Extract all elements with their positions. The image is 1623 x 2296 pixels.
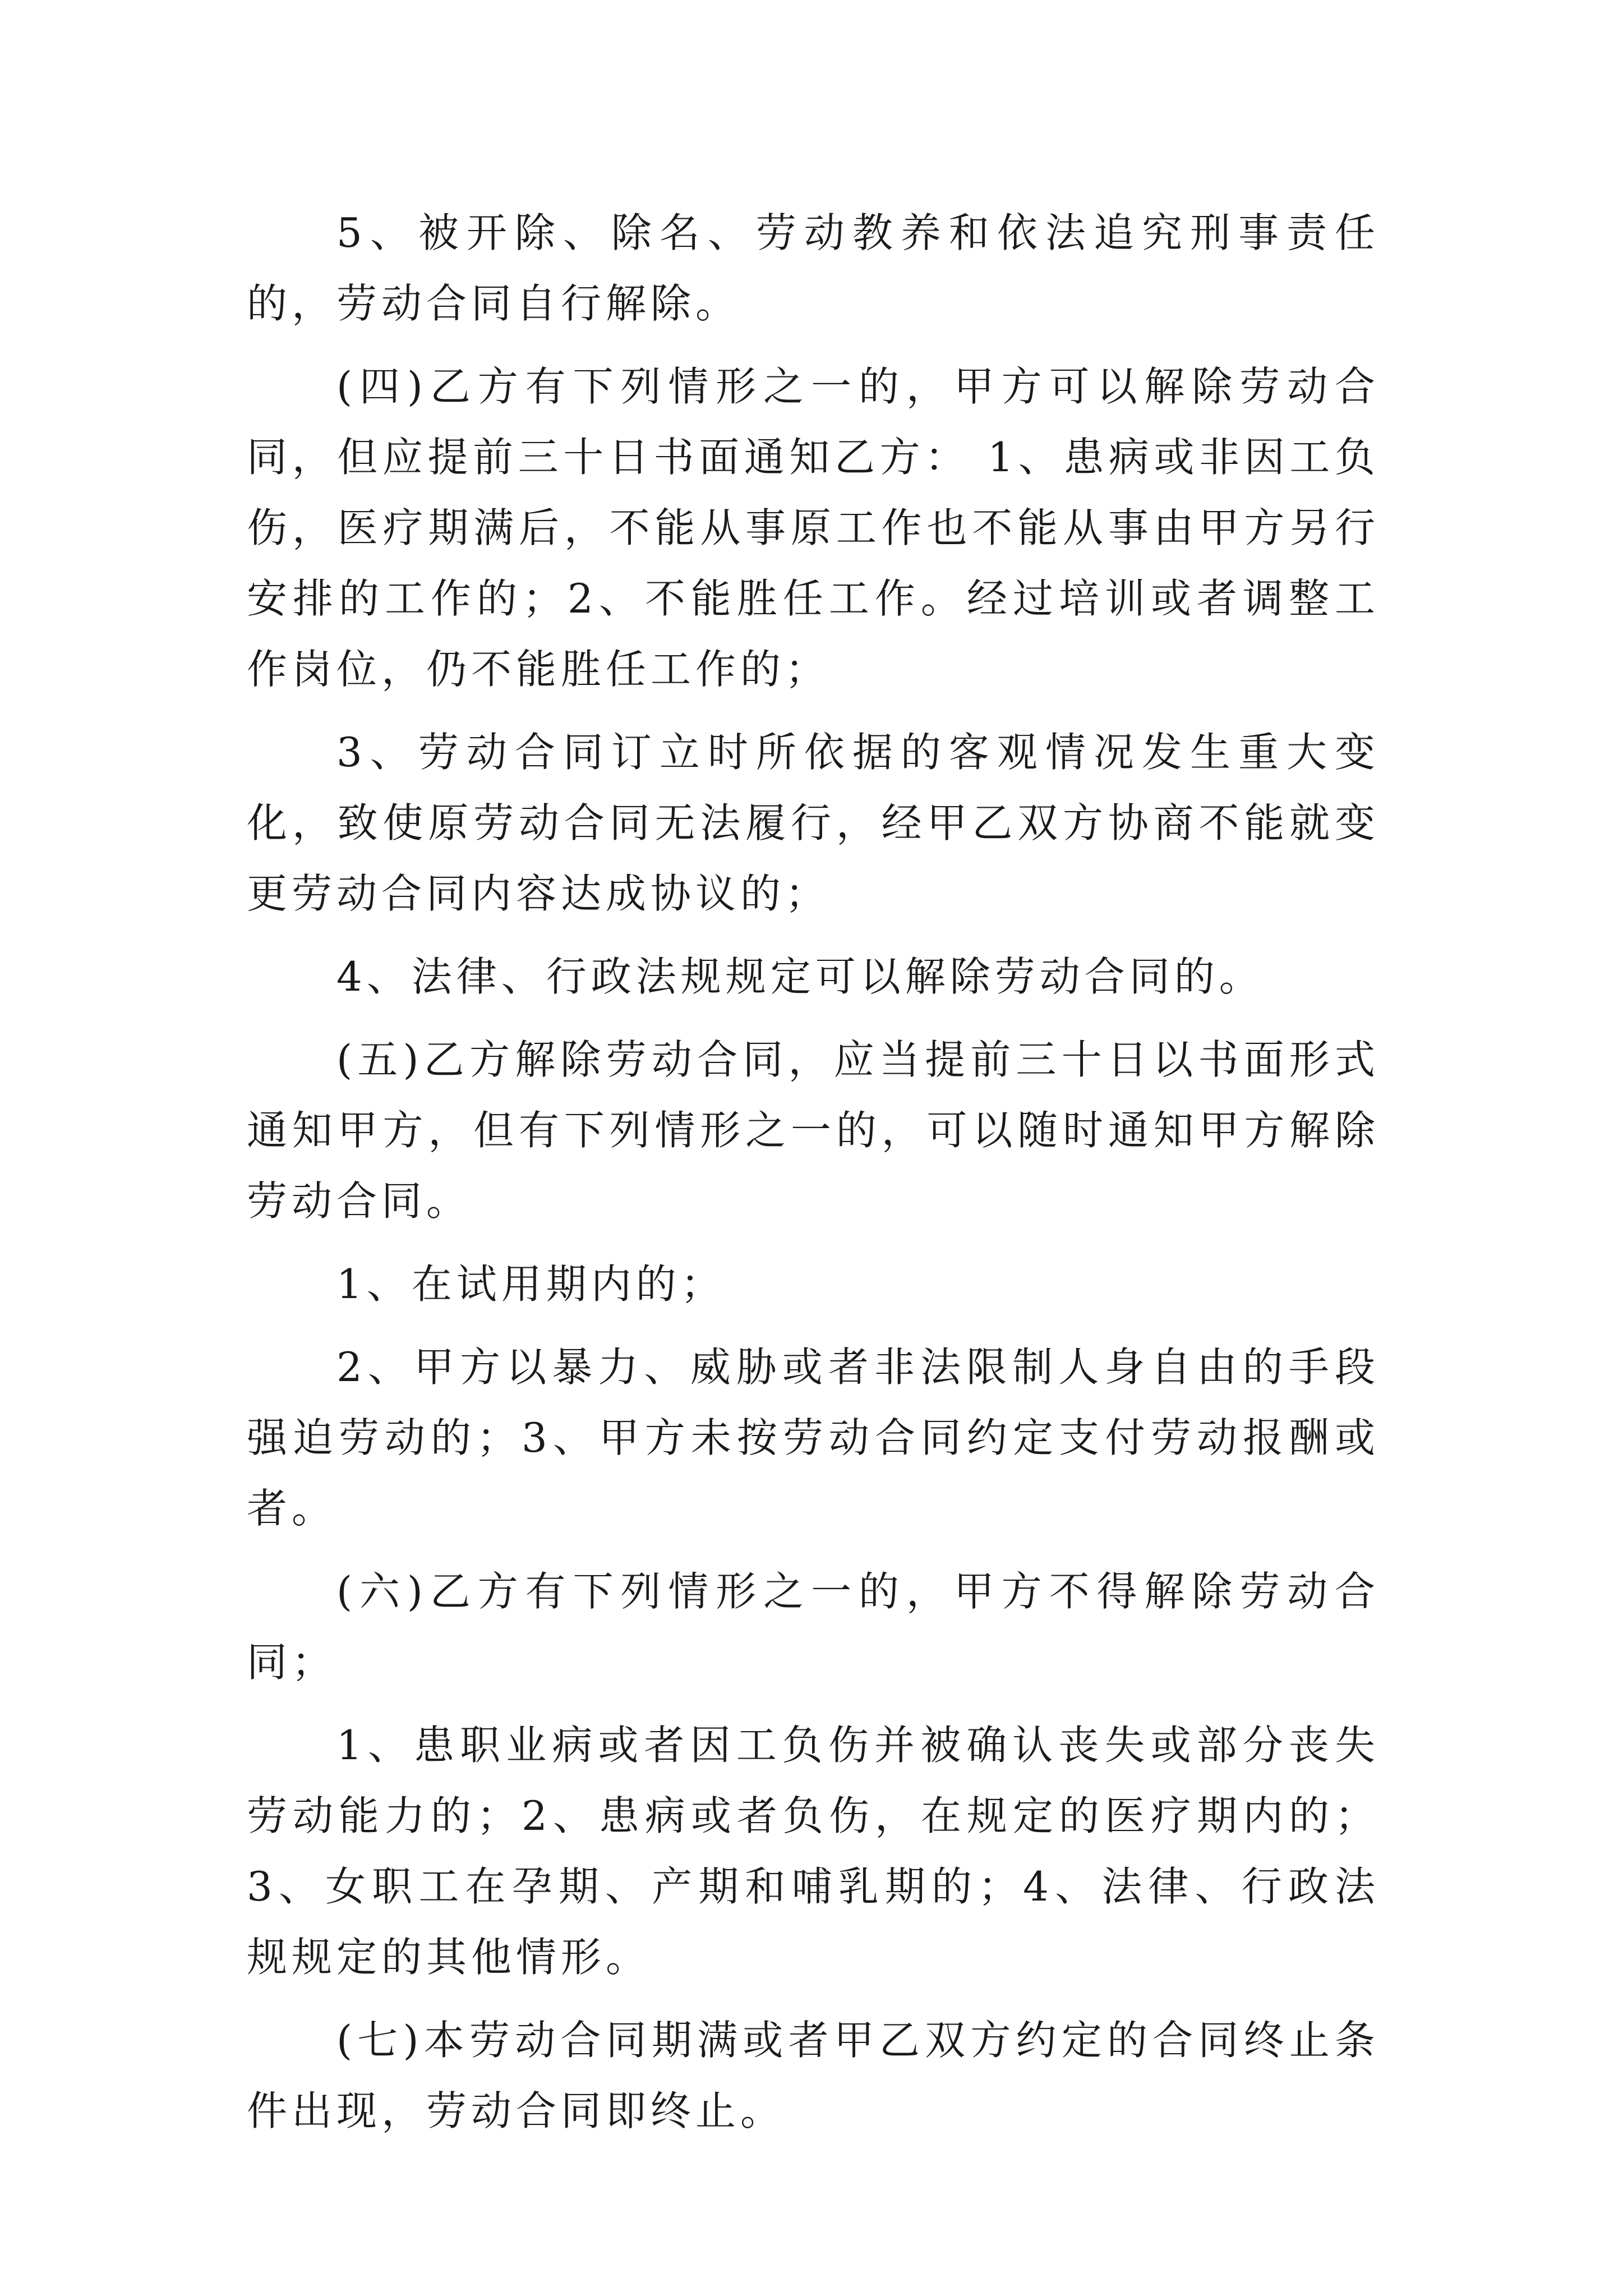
- paragraph-probation: 1、在试用期内的；: [336, 1260, 726, 1308]
- paragraph-forced-labor: 2、甲方以暴力、威胁或者非法限制人身自由的手段强迫劳动的；3、甲方未按劳动合同约定支付劳动报酬或者。: [247, 1343, 1380, 1532]
- paragraph-protected-cases: 1、患职业病或者因工负伤并被确认丧失或部分丧失劳动能力的；2、患病或者负伤，在规定的医疗期内的；3、女职工在孕期、产期和哺乳期的；4、法律、行政法规规定的其他情形。: [247, 1722, 1380, 1981]
- paragraph-clause-5: 5、被开除、除名、劳动教养和依法追究刑事责任的，劳动合同自行解除。: [247, 209, 1380, 327]
- paragraph-section-4: (四)乙方有下列情形之一的，甲方可以解除劳动合同，但应提前三十日书面通知乙方： 1、患病或非因工负伤，医疗期满后，不能从事原工作也不能从事由甲方另行安排的工作的；2、不能胜任工作。经过培训或者调整工作岗位，仍不能胜任工作的；: [247, 363, 1380, 693]
- paragraph-clause-4: 4、法律、行政法规规定可以解除劳动合同的。: [336, 953, 1264, 1000]
- paragraph-section-7: (七)本劳动合同期满或者甲乙双方约定的合同终止条件出现，劳动合同即终止。: [247, 2017, 1380, 2134]
- document-body: [247, 197, 1380, 2159]
- paragraph-section-5: (五)乙方解除劳动合同，应当提前三十日以书面形式通知甲方，但有下列情形之一的，可以随时通知甲方解除劳动合同。: [247, 1036, 1380, 1225]
- paragraph-clause-3: 3、劳动合同订立时所依据的客观情况发生重大变化，致使原劳动合同无法履行，经甲乙双方协商不能就变更劳动合同内容达成协议的；: [247, 729, 1380, 917]
- paragraph-section-6: (六)乙方有下列情形之一的，甲方不得解除劳动合同；: [247, 1568, 1380, 1686]
